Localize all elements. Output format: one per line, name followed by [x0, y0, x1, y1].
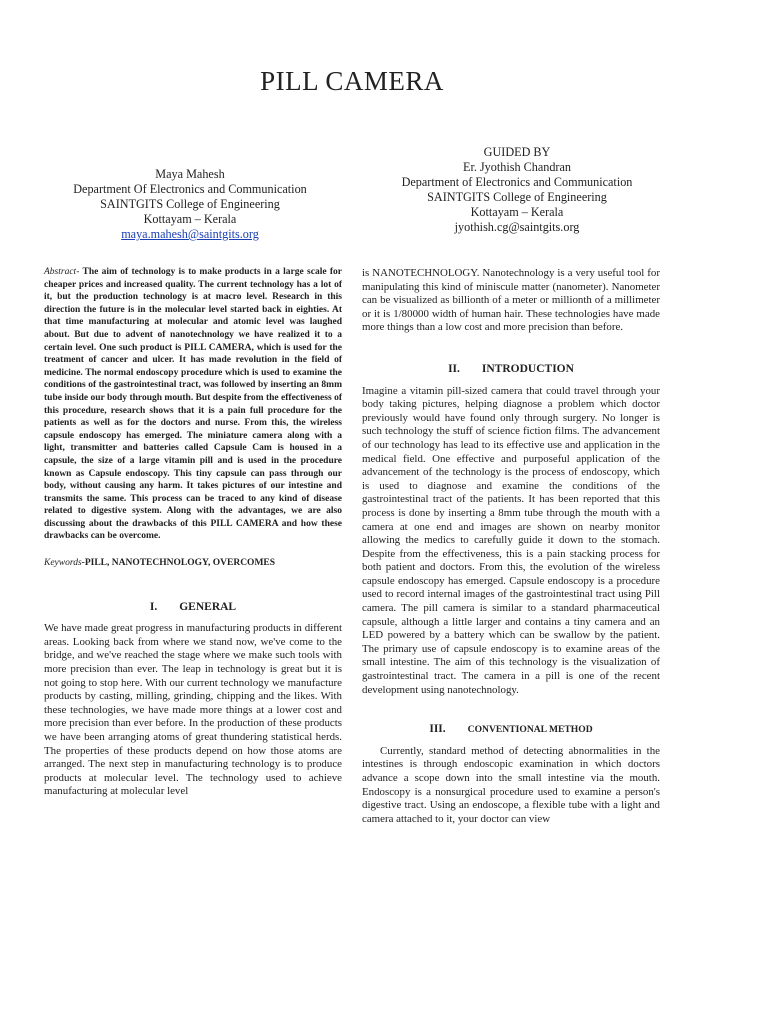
guide-name: Er. Jyothish Chandran: [463, 160, 571, 174]
guided-by-label: GUIDED BY: [483, 145, 551, 159]
section-title: INTRODUCTION: [481, 362, 574, 375]
guide-college: SAINTGITS College of Engineering: [427, 190, 607, 204]
section-heading-conventional-method: [362, 723, 660, 737]
left-column: [44, 266, 342, 799]
keywords: [44, 557, 342, 571]
abstract-lead: Abstract-: [44, 267, 80, 277]
guide-department: Department of Electronics and Communication: [401, 175, 633, 189]
section-title: CONVENTIONAL METHOD: [467, 724, 593, 736]
guide-email: jyothish.cg@saintgits.org: [454, 220, 580, 234]
keywords-lead: Keywords: [44, 558, 82, 569]
keywords-text: -PILL, NANOTECHNOLOGY, OVERCOMES: [81, 558, 276, 569]
author-location: Kottayam – Kerala: [143, 212, 237, 226]
section-title: GENERAL: [179, 600, 237, 613]
author-email-link[interactable]: maya.mahesh@saintgits.org: [121, 227, 259, 241]
section-conventional-body: Currently, standard method of detecting abnormalities in the intestines is through endoscopic examination in which doctors advance a scope down into the small intestine via the mouth. Endoscopy is a nonsurgical procedure used to examine a person's digestive tract. Using an endoscope, a flexible tube with a light and camera attached to it, your doctor can view: [362, 744, 660, 825]
section-heading-general: [44, 601, 342, 615]
section-general-continued: is NANOTECHNOLOGY. Nanotechnology is a very useful tool for manipulating this kind of miniscule matter (nanometer). Nanometer can be visualized as billionth of a meter or millionth of a millimeter or it is 1/80000 width of human hair. These technologies have made more things than a low cost and more precision than before.: [362, 267, 660, 334]
section-number: III.: [429, 723, 446, 736]
section-number: I.: [149, 600, 158, 613]
author-block-2: [366, 145, 668, 235]
author-name: Maya Mahesh: [155, 167, 225, 181]
section-heading-introduction: [362, 363, 660, 377]
author-block-1: [40, 167, 340, 242]
author-department: Department Of Electronics and Communication: [73, 182, 307, 196]
paper-title: PILL CAMERA: [260, 66, 444, 96]
section-general-body: We have made great progress in manufacturing products in different areas. Looking back from where we stand now, we've come to the bridge, and we've reached the stage where we make such tools with more precision than ever. The leap in technology is great but it is not going to stop here. With our current technology we manufacture products by casting, milling, grinding, chipping and the likes. With these technologies, we have made more things at a lower cost and more precision than ever before. In the production of these products we have been arranging atoms of great thundering statistical herds. The properties of these products depend on how those atoms are arranged. The next step in manufacturing technology is to produce products at molecular level. The technology used to achieve manufacturing at molecular level: [44, 622, 342, 798]
guide-location: Kottayam – Kerala: [470, 205, 564, 219]
abstract: [44, 266, 342, 543]
author-college: SAINTGITS College of Engineering: [100, 197, 280, 211]
abstract-text: The aim of technology is to make products in a large scale for cheaper prices and increased quality. The current technology has a lot of it, but the production technology is at macro level. Research in this direction the future is in the molecular level started back in eighties. At that time manufacturing at molecular and atomic level was laughed about. But due to advent of nanotechnology we have realized it to a certain level. One such product is PILL CAMERA, which is used for the treatment of cancer and ulcer. It has made revolution in the field of medicine. The normal endoscopy procedure which is used to examine the conditions of the gastrointestinal tract, was followed by inserting an 8mm tube inside our body through mouth. But despite from the effectiveness of this procedure, research shows that it is a pain full procedure for the patients as well as for the doctors and nurse. From this, the wireless capsule endoscopy has emerged. The miniature camera along with a light, transmitter and batteries called Capsule Cam is housed in a capsule, the size of a large vitamin pill and is used in the procedure known as Capsule endoscopy. This tiny capsule can pass through our body, without causing any harm. It takes pictures of our intestine and transmits the same. This process can be traced to any kind of disease related to digestive system. Along with the advantages, we are also discussing about the drawbacks of this PILL CAMERA and how these drawbacks can be overcome.: [44, 267, 342, 542]
section-number: II.: [448, 362, 460, 375]
section-introduction-body: Imagine a vitamin pill-sized camera that could travel through your body taking pictures, helping diagnose a problem which doctor previously would have found only through surgery. No longer is such technology the stuff of science fiction films. The advancement of our technology has lead to its effective use and application in the medical field. One effective and purposeful application of the advancement of the technology is the process of endoscopy, which is used to diagnose and examine the conditions of the gastrointestinal tract of the patients. It has been reported that this process is done by inserting a 8mm tube through the mouth with a camera at one end and images are shown on nearby monitor allowing the medics to carefully guide it down to the stomach. Despite from the effectiveness, this is a pain stacking process for both patient and doctors. From this, the evolution of the wireless capsule endoscopy has emerged. Capsule endoscopy is a procedure used to record internal images of the gastrointestinal tract using Pill camera. The pill camera is similar to a standard pharmaceutical capsule, although a little larger and contains a tiny camera and an LED powered by a battery which can be swallow by the patient. The primary use of capsule endoscopy is to examine areas of the small intestine. The aim of this technology is the visualization of gastrointestinal tract. The camera in a pill is one of the recent development using nanotechnology.: [362, 384, 660, 696]
right-column: [362, 267, 660, 826]
